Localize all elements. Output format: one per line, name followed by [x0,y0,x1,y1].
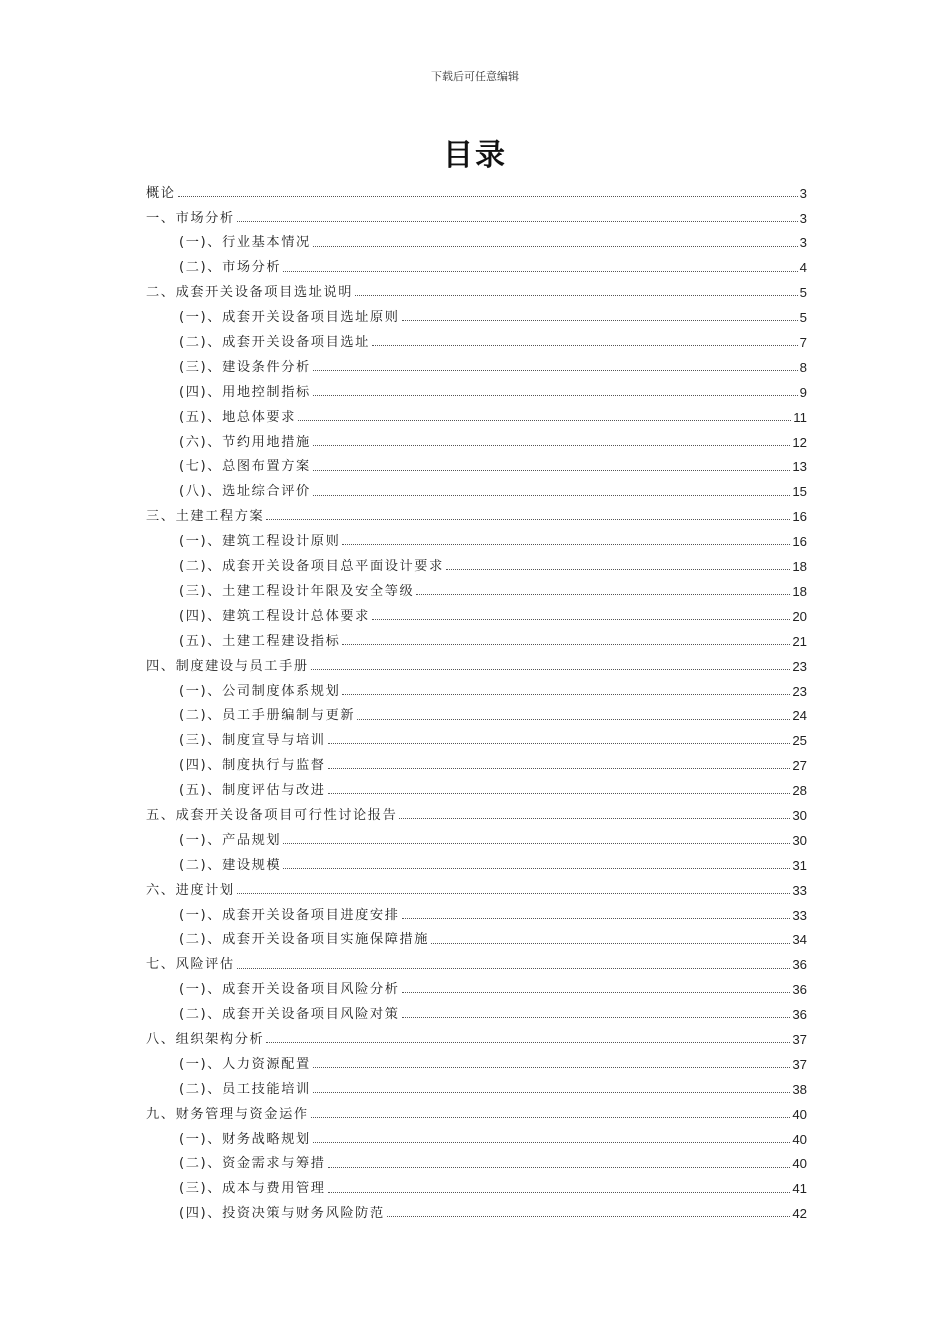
toc-dot-leader [372,619,790,620]
toc-dot-leader [387,1216,791,1217]
toc-entry-page-number: 30 [792,807,807,823]
toc-entry-page-number: 11 [793,409,807,425]
toc-entry-page-number: 36 [792,957,807,973]
toc-entry-label: 七、风险评估 [146,957,235,973]
toc-entry-page-number: 36 [792,982,807,998]
table-of-contents [146,176,807,1221]
toc-dot-leader [313,395,798,396]
toc-dot-leader [313,1142,791,1143]
toc-entry-label: (三)、成本与费用管理 [179,1181,326,1197]
toc-entry-page-number: 3 [799,235,807,251]
toc-entry-page-number: 23 [792,683,807,699]
toc-entry-page-number: 16 [792,509,807,525]
toc-dot-leader [298,420,791,421]
toc-entry-page-number: 16 [792,534,807,550]
toc-entry-label: 六、进度计划 [146,882,235,898]
toc-entry-label: 五、成套开关设备项目可行性讨论报告 [146,807,398,823]
toc-entry[interactable] [146,450,807,475]
toc-entry[interactable] [146,300,807,325]
toc-entry-page-number: 3 [799,185,807,201]
toc-entry-label: (二)、成套开关设备项目风险对策 [179,1007,400,1023]
toc-entry-page-number: 30 [792,832,807,848]
toc-dot-leader [328,1167,791,1168]
toc-entry-label: (一)、成套开关设备项目选址原则 [179,310,400,326]
page-title: 目录 [443,138,507,173]
toc-dot-leader [311,1117,791,1118]
toc-entry-label: 四、制度建设与员工手册 [146,658,309,674]
toc-entry[interactable] [146,1047,807,1072]
toc-entry-page-number: 12 [792,434,807,450]
toc-entry-page-number: 5 [799,285,807,301]
toc-entry[interactable] [146,400,807,425]
toc-dot-leader [402,320,798,321]
toc-entry[interactable] [146,1147,807,1172]
toc-entry-label: 一、市场分析 [146,210,235,226]
toc-entry-page-number: 13 [792,459,807,475]
toc-entry[interactable] [146,773,807,798]
toc-entry-label: (三)、制度宣导与培训 [179,733,326,749]
toc-entry[interactable] [146,748,807,773]
toc-entry-label: (三)、建设条件分析 [179,359,311,375]
toc-dot-leader [313,1067,791,1068]
toc-entry-label: (一)、建筑工程设计原则 [179,534,341,550]
toc-entry[interactable] [146,425,807,450]
toc-entry-page-number: 25 [792,733,807,749]
toc-entry-page-number: 37 [792,1056,807,1072]
toc-entry[interactable] [146,1097,807,1122]
toc-entry-label: (五)、地总体要求 [179,409,297,425]
toc-entry[interactable] [146,724,807,749]
toc-entry-page-number: 37 [792,1031,807,1047]
toc-entry-label: (七)、总图布置方案 [179,459,311,475]
toc-dot-leader [283,868,790,869]
toc-entry[interactable] [146,873,807,898]
toc-entry-page-number: 9 [799,384,807,400]
toc-entry-label: 二、成套开关设备项目选址说明 [146,285,354,301]
toc-entry-label: 概论 [146,185,176,201]
toc-entry-page-number: 27 [792,758,807,774]
toc-entry[interactable] [146,524,807,549]
toc-dot-leader [372,345,798,346]
toc-entry-page-number: 21 [792,633,807,649]
toc-entry[interactable] [146,549,807,574]
toc-entry-label: (一)、财务战略规划 [179,1131,311,1147]
toc-entry-page-number: 28 [792,783,807,799]
toc-entry-label: (一)、产品规划 [179,832,282,848]
toc-dot-leader [416,594,790,595]
toc-entry[interactable] [146,973,807,998]
toc-entry[interactable] [146,923,807,948]
toc-entry-page-number: 20 [792,608,807,624]
toc-dot-leader [342,644,790,645]
toc-dot-leader [328,768,791,769]
toc-entry[interactable] [146,948,807,973]
toc-entry-page-number: 3 [799,210,807,226]
toc-entry-page-number: 34 [792,932,807,948]
toc-dot-leader [431,943,790,944]
toc-entry-label: (二)、建设规模 [179,857,282,873]
toc-entry-label: (一)、成套开关设备项目进度安排 [179,907,400,923]
toc-entry-page-number: 4 [799,260,807,276]
toc-entry-page-number: 18 [792,559,807,575]
toc-entry[interactable] [146,624,807,649]
toc-entry-page-number: 8 [799,359,807,375]
toc-entry-label: (四)、用地控制指标 [179,384,311,400]
toc-entry[interactable] [146,823,807,848]
toc-dot-leader [328,1192,791,1193]
toc-dot-leader [342,544,790,545]
toc-entry[interactable] [146,500,807,525]
toc-entry-page-number: 36 [792,1007,807,1023]
toc-entry-page-number: 24 [792,708,807,724]
toc-dot-leader [399,818,790,819]
toc-dot-leader [178,196,798,197]
toc-entry-label: (八)、选址综合评价 [179,484,311,500]
toc-entry[interactable] [146,699,807,724]
toc-entry-label: 八、组织架构分析 [146,1031,265,1047]
toc-entry-label: (六)、节约用地措施 [179,434,311,450]
toc-dot-leader [313,445,791,446]
toc-entry[interactable] [146,649,807,674]
toc-dot-leader [328,793,791,794]
page-header-note: 下载后可任意编辑 [431,70,519,83]
toc-entry-page-number: 33 [792,907,807,923]
toc-entry-label: 九、财务管理与资金运作 [146,1106,309,1122]
toc-entry[interactable] [146,848,807,873]
toc-entry[interactable] [146,1022,807,1047]
toc-entry-label: (二)、成套开关设备项目选址 [179,335,370,351]
toc-dot-leader [357,719,790,720]
toc-entry[interactable] [146,325,807,350]
toc-entry[interactable] [146,350,807,375]
toc-entry-label: (一)、行业基本情况 [179,235,311,251]
toc-entry-page-number: 42 [792,1206,807,1222]
toc-dot-leader [266,1042,790,1043]
toc-entry[interactable] [146,1072,807,1097]
toc-entry-label: (一)、公司制度体系规划 [179,683,341,699]
toc-dot-leader [313,470,791,471]
toc-entry-page-number: 7 [799,335,807,351]
toc-dot-leader [237,893,791,894]
toc-entry[interactable] [146,798,807,823]
toc-dot-leader [283,843,790,844]
toc-entry[interactable] [146,375,807,400]
toc-entry[interactable] [146,276,807,301]
toc-entry-label: (二)、员工技能培训 [179,1081,311,1097]
toc-entry-page-number: 41 [792,1181,807,1197]
toc-entry[interactable] [146,574,807,599]
toc-dot-leader [313,370,798,371]
toc-entry-label: (二)、资金需求与筹措 [179,1156,326,1172]
toc-entry-page-number: 40 [792,1106,807,1122]
toc-dot-leader [313,495,791,496]
toc-entry-label: (一)、成套开关设备项目风险分析 [179,982,400,998]
toc-entry[interactable] [146,251,807,276]
toc-dot-leader [328,743,791,744]
toc-dot-leader [283,271,797,272]
toc-entry-page-number: 38 [792,1081,807,1097]
toc-entry[interactable] [146,1172,807,1197]
toc-entry-label: (二)、成套开关设备项目实施保障措施 [179,932,430,948]
toc-entry-label: (四)、投资决策与财务风险防范 [179,1206,385,1222]
toc-dot-leader [402,918,791,919]
toc-entry[interactable] [146,1197,807,1222]
toc-dot-leader [313,246,798,247]
toc-dot-leader [342,694,790,695]
toc-entry-label: (四)、制度执行与监督 [179,758,326,774]
toc-entry-page-number: 18 [792,583,807,599]
toc-entry[interactable] [146,997,807,1022]
toc-entry[interactable] [146,1122,807,1147]
toc-dot-leader [446,569,790,570]
toc-entry-label: (五)、土建工程建设指标 [179,633,341,649]
toc-dot-leader [311,669,791,670]
toc-dot-leader [313,1092,791,1093]
toc-entry[interactable] [146,226,807,251]
toc-dot-leader [237,221,798,222]
toc-entry-label: (四)、建筑工程设计总体要求 [179,608,370,624]
toc-entry-page-number: 33 [792,882,807,898]
toc-entry[interactable] [146,201,807,226]
toc-dot-leader [355,295,798,296]
toc-entry-label: 三、土建工程方案 [146,509,265,525]
toc-entry-label: (二)、员工手册编制与更新 [179,708,356,724]
toc-entry-page-number: 15 [792,484,807,500]
toc-entry[interactable] [146,599,807,624]
toc-dot-leader [402,1017,791,1018]
toc-entry-page-number: 5 [799,310,807,326]
toc-entry-page-number: 40 [792,1131,807,1147]
toc-entry[interactable] [146,176,807,201]
toc-entry-label: (二)、市场分析 [179,260,282,276]
toc-entry[interactable] [146,674,807,699]
toc-entry-label: (一)、人力资源配置 [179,1056,311,1072]
toc-dot-leader [237,968,791,969]
toc-entry-label: (二)、成套开关设备项目总平面设计要求 [179,559,444,575]
toc-entry-page-number: 31 [792,857,807,873]
toc-dot-leader [402,992,791,993]
toc-entry-page-number: 40 [792,1156,807,1172]
toc-dot-leader [266,519,790,520]
toc-entry-label: (五)、制度评估与改进 [179,783,326,799]
toc-entry[interactable] [146,475,807,500]
toc-entry-label: (三)、土建工程设计年限及安全等级 [179,583,415,599]
toc-entry-page-number: 23 [792,658,807,674]
toc-entry[interactable] [146,898,807,923]
